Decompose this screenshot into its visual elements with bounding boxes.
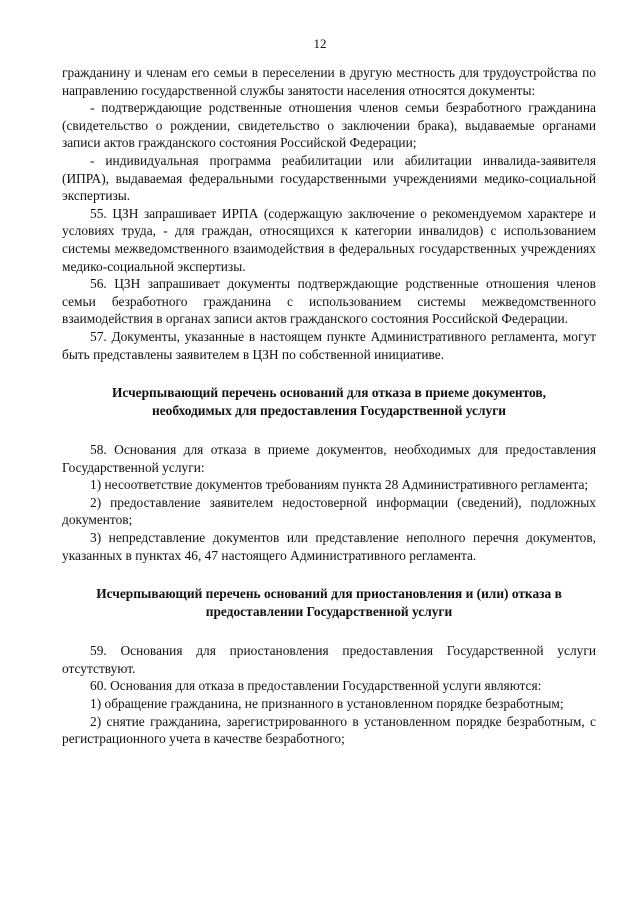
paragraph: 60. Основания для отказа в предоставлении Государственной услуги являются:: [90, 678, 542, 694]
paragraph: 58. Основания для отказа в приеме документов, необходимых для предоставления Государственной услуги:: [62, 442, 596, 475]
document-body: [62, 64, 596, 748]
paragraph: гражданину и членам его семьи в переселении в другую местность для трудоустройства по направлению государственной службы занятости населения относятся документы:: [62, 65, 596, 98]
paragraph: 59. Основания для приостановления предоставления Государственной услуги отсутствуют.: [62, 643, 596, 676]
paragraph: - подтверждающие родственные отношения членов семьи безработного гражданина (свидетельство о рождении, свидетельство о заключении брака), выдаваемые органами записи актов гражданского состояния Российской Федерации;: [62, 100, 596, 151]
paragraph: 57. Документы, указанные в настоящем пункте Административного регламента, могут быть представлены заявителем в ЦЗН по собственной инициативе.: [62, 328, 596, 362]
page-number: 12: [313, 36, 327, 51]
paragraph: 2) снятие гражданина, зарегистрированного в установленном порядке безработным, с регистрационного учета в качестве безработного;: [62, 713, 596, 747]
paragraph: 56. ЦЗН запрашивает документы подтверждающие родственные отношения членов семьи безработного гражданина с использованием системы межведомственного взаимодействия в органах записи актов гражданского состояния Российской Федерации.: [62, 276, 596, 327]
section-heading: Исчерпывающий перечень оснований для отказа в приеме документов, необходимых для предоставления Государственной услуги: [112, 385, 546, 419]
paragraph: 3) непредставление документов или представление неполного перечня документов, указанных в пунктах 46, 47 настоящего Административного регламента.: [62, 530, 596, 563]
paragraph: - индивидуальная программа реабилитации или абилитации инвалида-заявителя (ИПРА), выдаваемая федеральными государственными учреждениями медико-социальной экспертизы.: [62, 152, 596, 204]
paragraph: 2) предоставление заявителем недостоверной информации (сведений), подложных документов;: [62, 494, 596, 528]
paragraph: 1) несоответствие документов требованиям пункта 28 Административного регламента;: [90, 477, 589, 493]
section-heading: Исчерпывающий перечень оснований для приостановления и (или) отказа в предоставлении Государственной услуги: [96, 586, 562, 620]
paragraph: 1) обращение гражданина, не признанного в установленном порядке безработным;: [90, 696, 564, 712]
paragraph: 55. ЦЗН запрашивает ИРПА (содержащую заключение о рекомендуемом характере и условиях труда, - для граждан, относящихся к категории инвалидов) с использованием системы межведомственного взаимодействия в федеральных государственных учреждениях медико-социальной экспертизы.: [62, 205, 596, 274]
